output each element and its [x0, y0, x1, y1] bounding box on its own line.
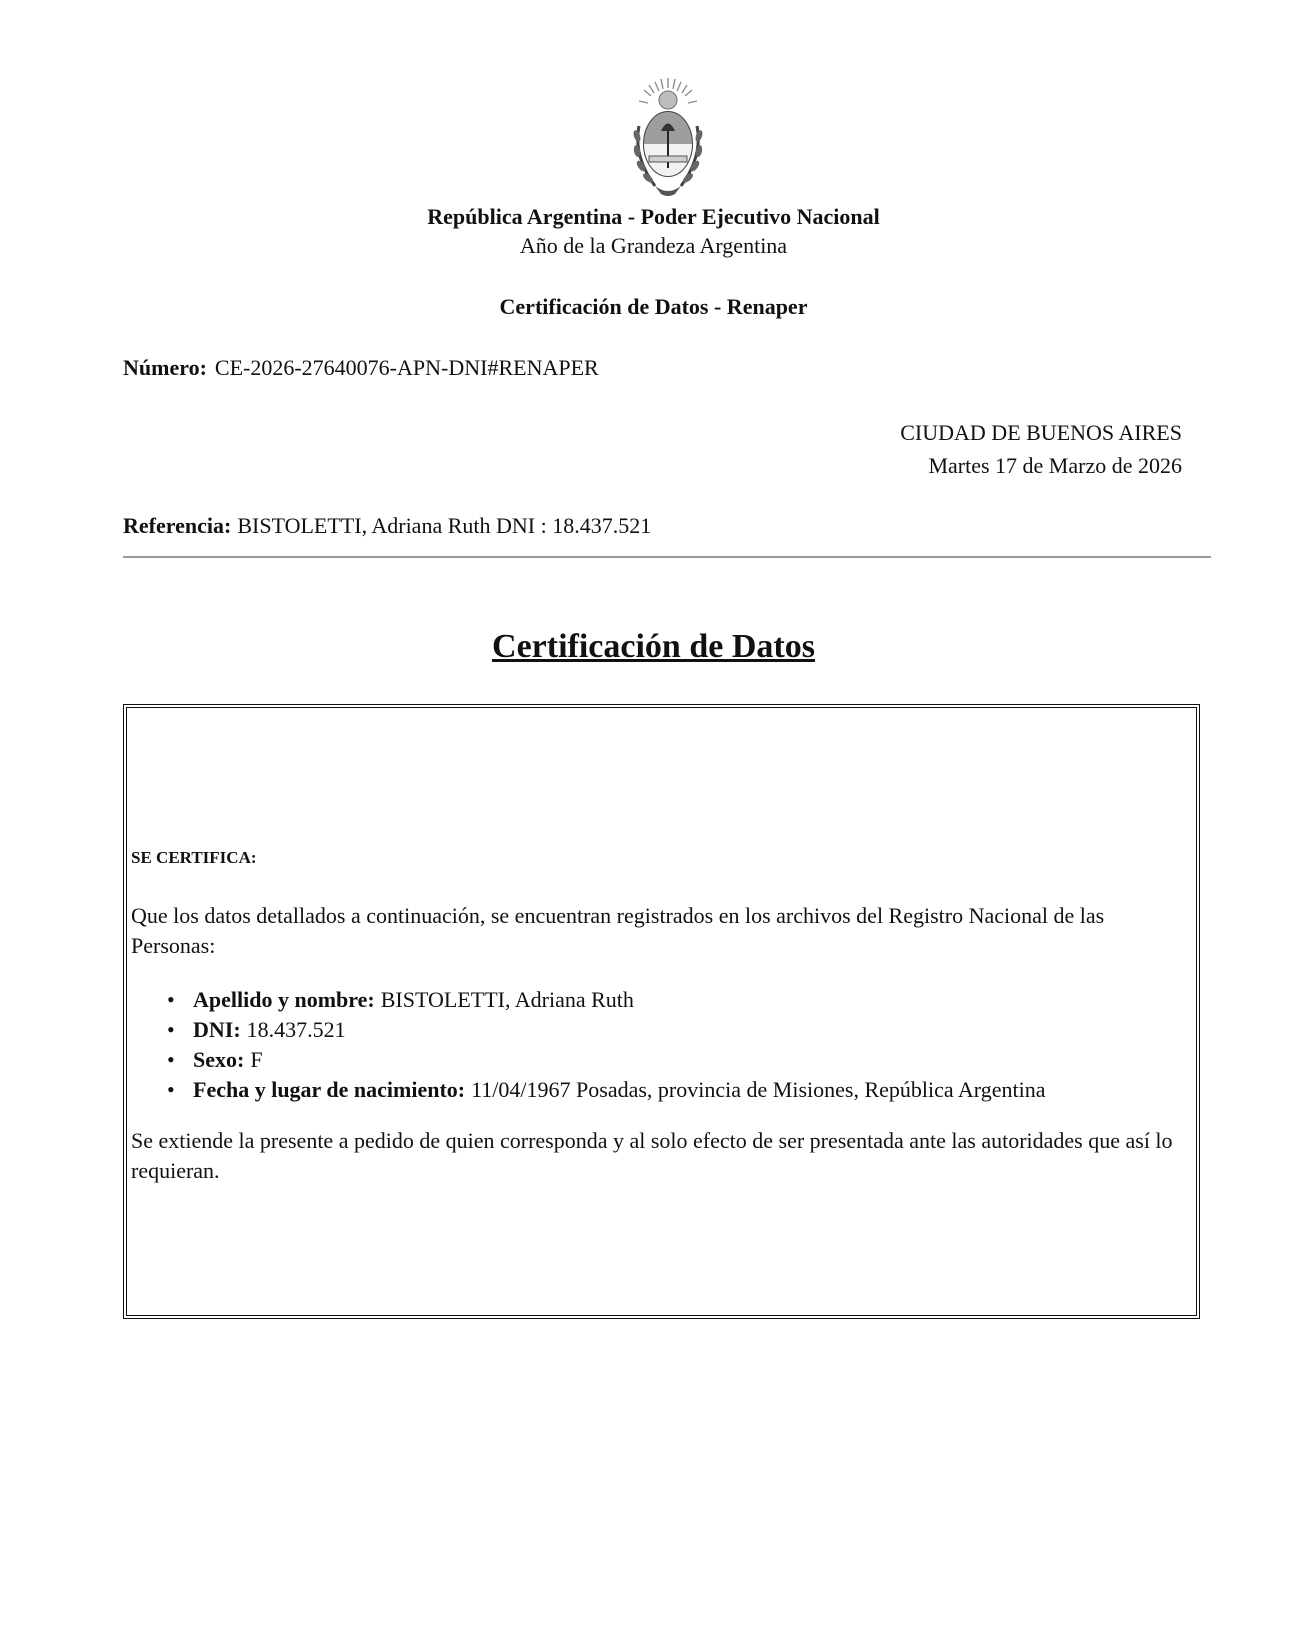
item-value: 18.437.521 — [246, 1017, 346, 1042]
item-value: F — [250, 1047, 263, 1072]
item-label: Fecha y lugar de nacimiento: — [193, 1077, 466, 1102]
certificate-intro: Que los datos detallados a continuación, se encuentran registrados en los archivos del Registro Nacional de las Personas: — [131, 903, 1105, 958]
header-title: República Argentina - Poder Ejecutivo Nacional — [427, 204, 880, 229]
issue-place: CIUDAD DE BUENOS AIRES — [900, 420, 1182, 445]
item-value: 11/04/1967 Posadas, provincia de Misiones, República Argentina — [471, 1077, 1046, 1102]
reference-value: BISTOLETTI, Adriana Ruth DNI : 18.437.521 — [237, 513, 652, 538]
issue-date: Martes 17 de Marzo de 2026 — [928, 453, 1182, 478]
header-year-motto: Año de la Grandeza Argentina — [519, 233, 788, 258]
bullet-icon: • — [167, 987, 175, 1012]
argentina-coat-of-arms-icon — [625, 76, 711, 204]
bullet-icon: • — [167, 1047, 175, 1072]
document-number-label: Número: — [123, 355, 207, 380]
item-value: BISTOLETTI, Adriana Ruth — [380, 987, 634, 1012]
item-label: Apellido y nombre: — [193, 987, 375, 1012]
reference — [123, 513, 651, 539]
list-item — [167, 1075, 1046, 1105]
se-certifica-heading: SE CERTIFICA: — [131, 848, 257, 867]
bullet-icon: • — [167, 1017, 175, 1042]
document-number — [123, 355, 599, 381]
item-label: DNI: — [193, 1017, 241, 1042]
document-number-value: CE-2026-27640076-APN-DNI#RENAPER — [214, 355, 599, 380]
list-item — [167, 1045, 1046, 1075]
bullet-icon: • — [167, 1077, 175, 1102]
certificate-title: Certificación de Datos — [492, 628, 815, 665]
reference-label: Referencia: — [123, 513, 232, 538]
data-list — [167, 985, 1046, 1105]
certificate-closing: Se extiende la presente a pedido de quien corresponda y al solo efecto de ser presentada ante las autoridades que así lo requieran. — [131, 1128, 1173, 1183]
divider — [123, 556, 1211, 558]
document-type: Certificación de Datos - Renaper — [499, 294, 808, 319]
certificate-box — [123, 704, 1200, 1319]
list-item — [167, 985, 1046, 1015]
item-label: Sexo: — [193, 1047, 245, 1072]
list-item — [167, 1015, 1046, 1045]
